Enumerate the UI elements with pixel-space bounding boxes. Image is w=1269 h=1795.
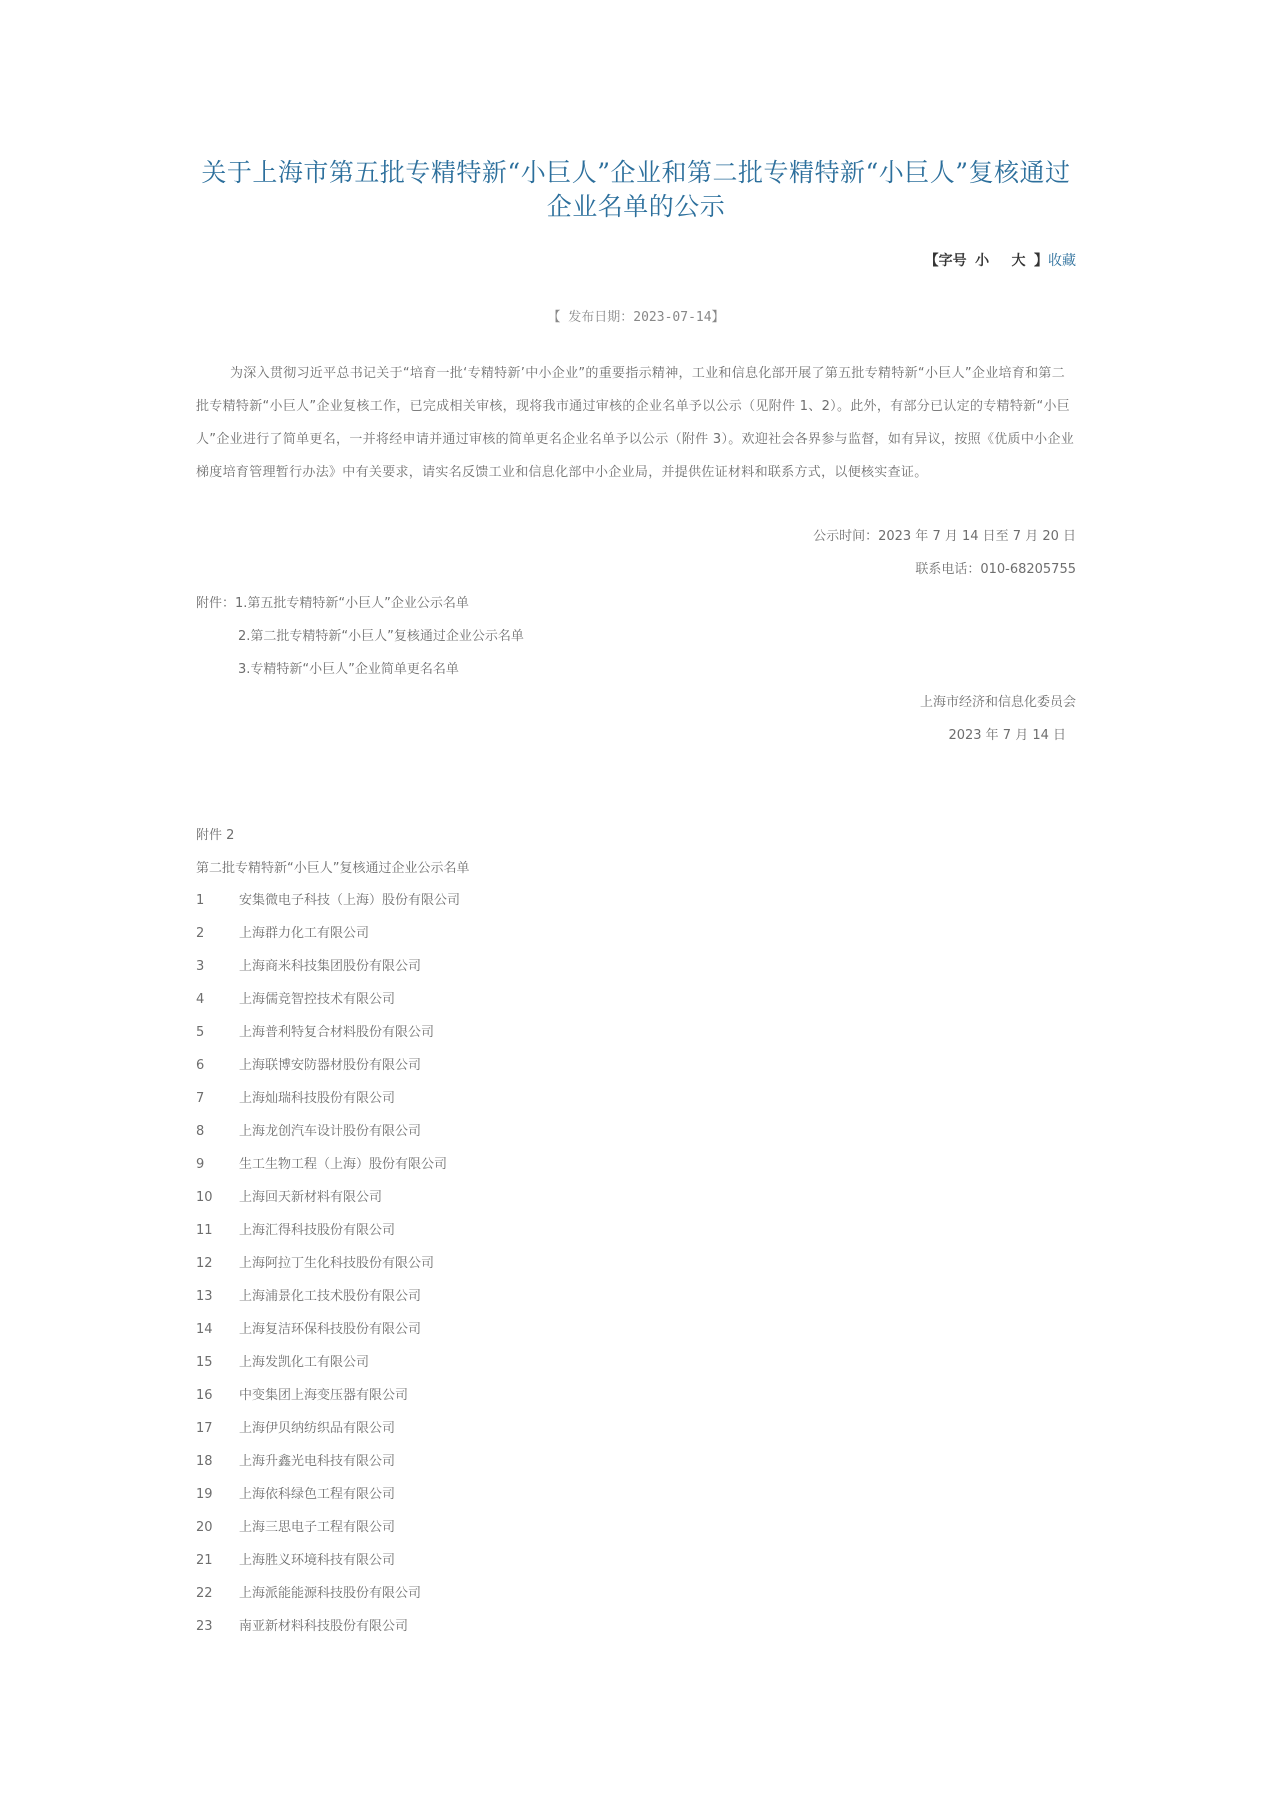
list-item	[196, 1346, 796, 1379]
company-number: 16	[196, 1388, 213, 1403]
list-item	[196, 1214, 796, 1247]
company-name: 上海派能能源科技股份有限公司	[239, 1586, 422, 1601]
issue-date: 2023 年 7 月 14 日	[948, 728, 1066, 743]
company-name: 上海联博安防器材股份有限公司	[239, 1058, 422, 1073]
list-item	[196, 950, 796, 983]
company-number: 12	[196, 1256, 213, 1271]
page-title: 关于上海市第五批专精特新“小巨人”企业和第二批专精特新“小巨人”复核通过企业名单的公示	[201, 158, 1071, 221]
company-name: 上海浦景化工技术股份有限公司	[239, 1289, 422, 1304]
company-name: 安集微电子科技（上海）股份有限公司	[239, 893, 461, 908]
company-number: 3	[196, 959, 205, 974]
body-paragraph: 为深入贯彻习近平总书记关于“培育一批‘专精特新’中小企业”的重要指示精神，工业和信息化部开展了第五批专精特新“小巨人”企业培育和第二批专精特新“小巨人”企业复核工作，已完成相关审核，现将我市通过审核的企业名单予以公示（见附件 1、2）。此外，有部分已认定的专精特新“小巨人”企业进行了简单更名，一并将经申请并通过审核的简单更名企业名单予以公示（附件 3）。欢迎社会各界参与监督，如有异议，按照《优质中小企业梯度培育管理暂行办法》中有关要求，请实名反馈工业和信息化部中小企业局，并提供佐证材料和联系方式，以便核实查证。	[196, 366, 1075, 480]
company-number: 11	[196, 1223, 213, 1238]
company-name: 上海伊贝纳纺织品有限公司	[239, 1421, 396, 1436]
collect-link[interactable]: 收藏	[1048, 253, 1076, 269]
list-item	[196, 1412, 796, 1445]
company-name: 上海胜义环境科技有限公司	[239, 1553, 396, 1568]
company-name: 上海汇得科技股份有限公司	[239, 1223, 396, 1238]
list-item	[196, 983, 796, 1016]
company-name: 上海普利特复合材料股份有限公司	[239, 1025, 435, 1040]
company-number: 14	[196, 1322, 213, 1337]
list-item	[196, 1544, 796, 1577]
list-item	[196, 1577, 796, 1610]
list-item	[196, 1379, 796, 1412]
company-number: 22	[196, 1586, 213, 1601]
company-name: 中变集团上海变压器有限公司	[239, 1388, 409, 1403]
company-number: 20	[196, 1520, 213, 1535]
company-name: 南亚新材料科技股份有限公司	[239, 1619, 409, 1634]
company-name: 上海依科绿色工程有限公司	[239, 1487, 396, 1502]
font-size-label: 【字号	[924, 253, 967, 269]
company-list	[196, 884, 796, 1643]
list-item	[196, 1610, 796, 1643]
list-item	[196, 1445, 796, 1478]
appendix-label: 附件 2	[196, 828, 235, 843]
list-item	[196, 1280, 796, 1313]
company-number: 8	[196, 1124, 205, 1139]
attachment-item: 2.第二批专精特新“小巨人”复核通过企业公示名单	[238, 629, 524, 644]
list-item	[196, 884, 796, 917]
company-name: 生工生物工程（上海）股份有限公司	[239, 1157, 448, 1172]
attachment-item: 附件：1.第五批专精特新“小巨人”企业公示名单	[196, 596, 469, 611]
list-item	[196, 1313, 796, 1346]
company-name: 上海复洁环保科技股份有限公司	[239, 1322, 422, 1337]
list-item	[196, 1511, 796, 1544]
company-name: 上海商米科技集团股份有限公司	[239, 959, 422, 974]
font-size-bracket-close: 】	[1034, 253, 1048, 269]
font-small-button[interactable]: 小	[975, 253, 990, 269]
list-item	[196, 1247, 796, 1280]
company-number: 18	[196, 1454, 213, 1469]
company-number: 23	[196, 1619, 213, 1634]
list-item	[196, 1082, 796, 1115]
company-number: 15	[196, 1355, 213, 1370]
company-number: 10	[196, 1190, 213, 1205]
font-size-control	[925, 250, 1076, 270]
list-item	[196, 1181, 796, 1214]
company-number: 7	[196, 1091, 205, 1106]
company-number: 17	[196, 1421, 213, 1436]
company-name: 上海发凯化工有限公司	[239, 1355, 370, 1370]
list-item	[196, 917, 796, 950]
issuer: 上海市经济和信息化委员会	[919, 695, 1076, 710]
company-number: 9	[196, 1157, 205, 1172]
contact-phone: 联系电话：010-68205755	[915, 562, 1076, 577]
notice-period: 公示时间：2023 年 7 月 14 日至 7 月 20 日	[813, 529, 1076, 544]
company-number: 2	[196, 926, 205, 941]
company-number: 5	[196, 1025, 205, 1040]
list-item	[196, 1148, 796, 1181]
list-item	[196, 1016, 796, 1049]
company-name: 上海灿瑞科技股份有限公司	[239, 1091, 396, 1106]
company-name: 上海龙创汽车设计股份有限公司	[239, 1124, 422, 1139]
company-number: 1	[196, 893, 205, 908]
company-name: 上海回天新材料有限公司	[239, 1190, 383, 1205]
company-number: 19	[196, 1487, 213, 1502]
list-item	[196, 1478, 796, 1511]
company-name: 上海阿拉丁生化科技股份有限公司	[239, 1256, 435, 1271]
company-name: 上海群力化工有限公司	[239, 926, 370, 941]
company-number: 13	[196, 1289, 213, 1304]
company-name: 上海儒竞智控技术有限公司	[239, 992, 396, 1007]
company-name: 上海三思电子工程有限公司	[239, 1520, 396, 1535]
appendix-title: 第二批专精特新“小巨人”复核通过企业公示名单	[196, 861, 470, 876]
company-number: 6	[196, 1058, 205, 1073]
font-large-button[interactable]: 大	[1011, 253, 1026, 269]
company-number: 4	[196, 992, 205, 1007]
document-page	[196, 0, 1076, 1795]
attachment-item: 3.专精特新“小巨人”企业简单更名名单	[238, 662, 459, 677]
company-number: 21	[196, 1553, 213, 1568]
list-item	[196, 1049, 796, 1082]
company-name: 上海升鑫光电科技有限公司	[239, 1454, 396, 1469]
publish-date: 【 发布日期：2023-07-14】	[547, 310, 725, 325]
list-item	[196, 1115, 796, 1148]
